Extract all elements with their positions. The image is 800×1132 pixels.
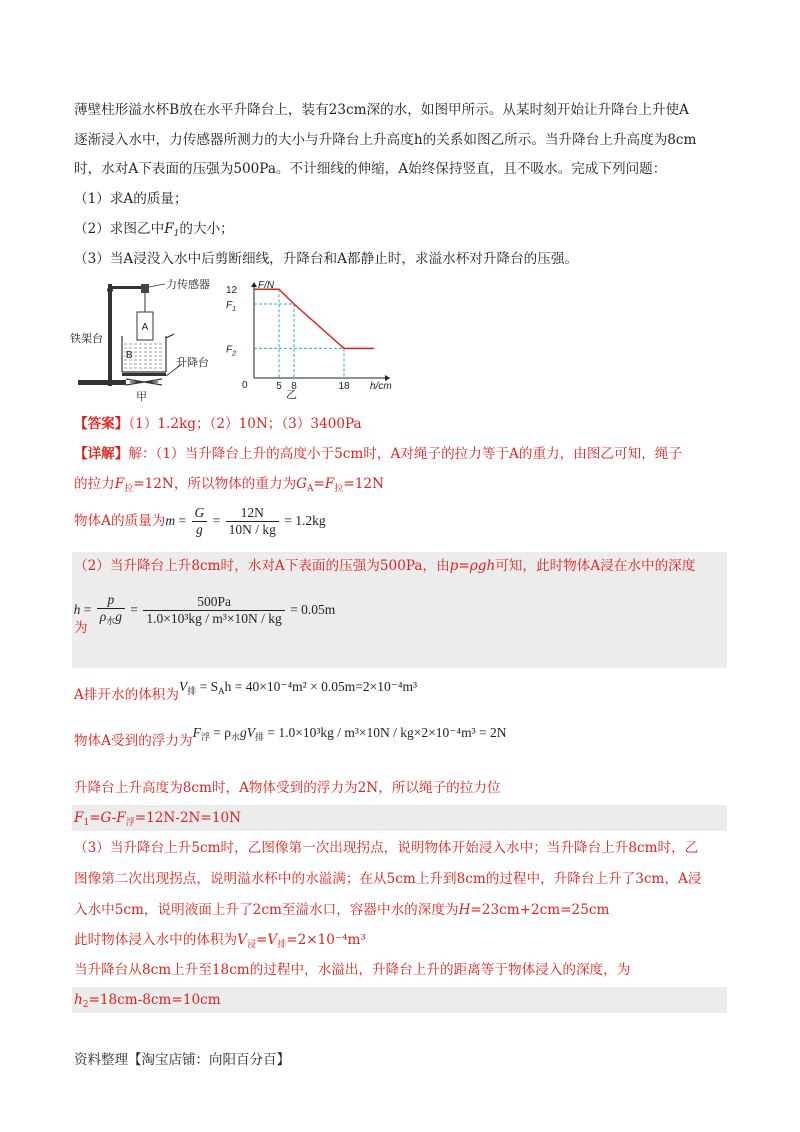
detail-depth: 为h = $\frac{p}{\rho_水g}$ = $\frac{500Pa}{\text{1.0×10³kg / m³×10N / kg}}$ = 0.05m <box>73 592 336 636</box>
x-tick-5: 5 <box>276 381 282 392</box>
question-2: （2）求图乙中$F_1$的大小； <box>74 221 234 239</box>
detail-buoyancy: 物体A受到的浮力为$F_浮 = \rho_水gV_排 = 1.0\times 10^3kg / m^3\times 10N / kg\times 2\times 10^{-4}m^3 = 2N$ <box>74 725 507 749</box>
x-tick-18: 18 <box>338 381 350 392</box>
question-3: （3）当A浸没入水中后剪断细线，升降台和A都静止时，求溢水杯对升降台的压强。 <box>74 251 579 267</box>
answer-text: （1）1.2kg；（2）10N；（3）3400Pa <box>128 416 362 432</box>
detail-p1b: 的拉力$F_拉=12N$，所以物体的重力为$G_A=F_拉=12N$ <box>74 476 384 494</box>
y-axis-label: F/N <box>258 280 275 291</box>
detail-p4b: 图像第二次出现拐点，说明溢水杯中的水溢满；在从5cm上升到8cm的过程中，升降台上升了3cm，A浸 <box>74 871 702 887</box>
figure-apparatus <box>70 276 230 406</box>
caption-yi: 乙 <box>286 389 297 401</box>
question-1: （1）求A的质量； <box>74 191 188 207</box>
y-tick-f2: $F_2$ <box>226 344 237 358</box>
detail-p6: 当升降台从8cm上升至18cm的过程中，水溢出，升降台上升的距离等于物体浸入的深度，为 <box>74 962 631 978</box>
answer <box>74 414 362 434</box>
stand-base <box>78 380 126 385</box>
lift-platform <box>122 373 166 376</box>
detail-p1a: 【详解】解：（1）当升降台上升的高度小于5cm时，A对绳子的拉力等于A的重力，由图乙可知，绳子 <box>74 446 682 462</box>
x-axis-label: h/cm <box>370 381 392 392</box>
caption-jia: 甲 <box>136 391 147 403</box>
detail-p5: 此时物体浸入水中的体积为$V_浸=V_排=2\times 10^{-4}m^3$ <box>74 932 366 950</box>
problem-line-2: 逐渐浸入水中，力传感器所测力的大小与升降台上升高度h的关系如图乙所示。当升降台上升高度为8cm <box>74 132 697 148</box>
detail-p4c: 入水中5cm，说明液面上升了2cm至溢水口，容器中水的深度为H=23cm+2cm=25cm <box>74 902 610 918</box>
x-tick-8: 8 <box>291 381 297 392</box>
detail-p3b: $F_1=G-F_浮=12N-2N=10N$ <box>74 810 242 828</box>
stand-pole <box>108 284 112 386</box>
detail-mass: 物体A的质量为m = $\frac{G}{g}$ = $\frac{12N}{10N / kg}$ = 1.2kg <box>74 505 326 538</box>
answer-tag: 【答案】 <box>74 416 129 432</box>
detail-volume: A排开水的体积为$V_排 = S_Ah = 40\times 10^{-4}m^2 \times 0.05m=2\times 10^{-4}m^3$ <box>74 679 418 703</box>
footer-source: 资料整理【淘宝店铺：向阳百分百】 <box>74 1052 290 1068</box>
detail-tag: 【详解】 <box>74 446 129 462</box>
problem-line-3: 时，水对A下表面的压强为500Pa。不计细线的伸缩，A始终保持竖直，且不吸水。完成下列问题： <box>74 161 667 177</box>
sensor-label: 力传感器 <box>166 279 210 291</box>
detail-p3: 升降台上升高度为8cm时，A物体受到的浮力为2N，所以绳子的拉力位 <box>74 780 501 796</box>
problem-line-1: 薄壁柱形溢水杯B放在水平升降台上，装有23cm深的水，如图甲所示。从某时刻开始让升降台上升使A <box>74 102 689 118</box>
force-series-line <box>254 289 374 348</box>
block-a-label: A <box>141 322 149 333</box>
y-tick-f1: $F_1$ <box>226 300 237 313</box>
cup-b-label: B <box>126 350 133 361</box>
detail-p2: （2）当升降台上升8cm时，水对A下表面的压强为500Pa，由p=ρgh可知，此时物体A浸在水中的深度 <box>74 558 696 574</box>
origin-label: 0 <box>242 380 248 391</box>
figure-force-graph <box>218 278 398 402</box>
y-tick-12: 12 <box>226 285 238 297</box>
detail-p7: $h_2=18cm-8cm=10cm$ <box>74 992 221 1010</box>
force-sensor <box>141 284 149 293</box>
stand-label: 铁架台 <box>70 333 103 345</box>
platform-label: 升降台 <box>176 357 209 369</box>
detail-p4a: （3）当升降台上升5cm时，乙图像第一次出现拐点，说明物体开始浸入水中；当升降台上升8cm时，乙 <box>74 840 699 856</box>
